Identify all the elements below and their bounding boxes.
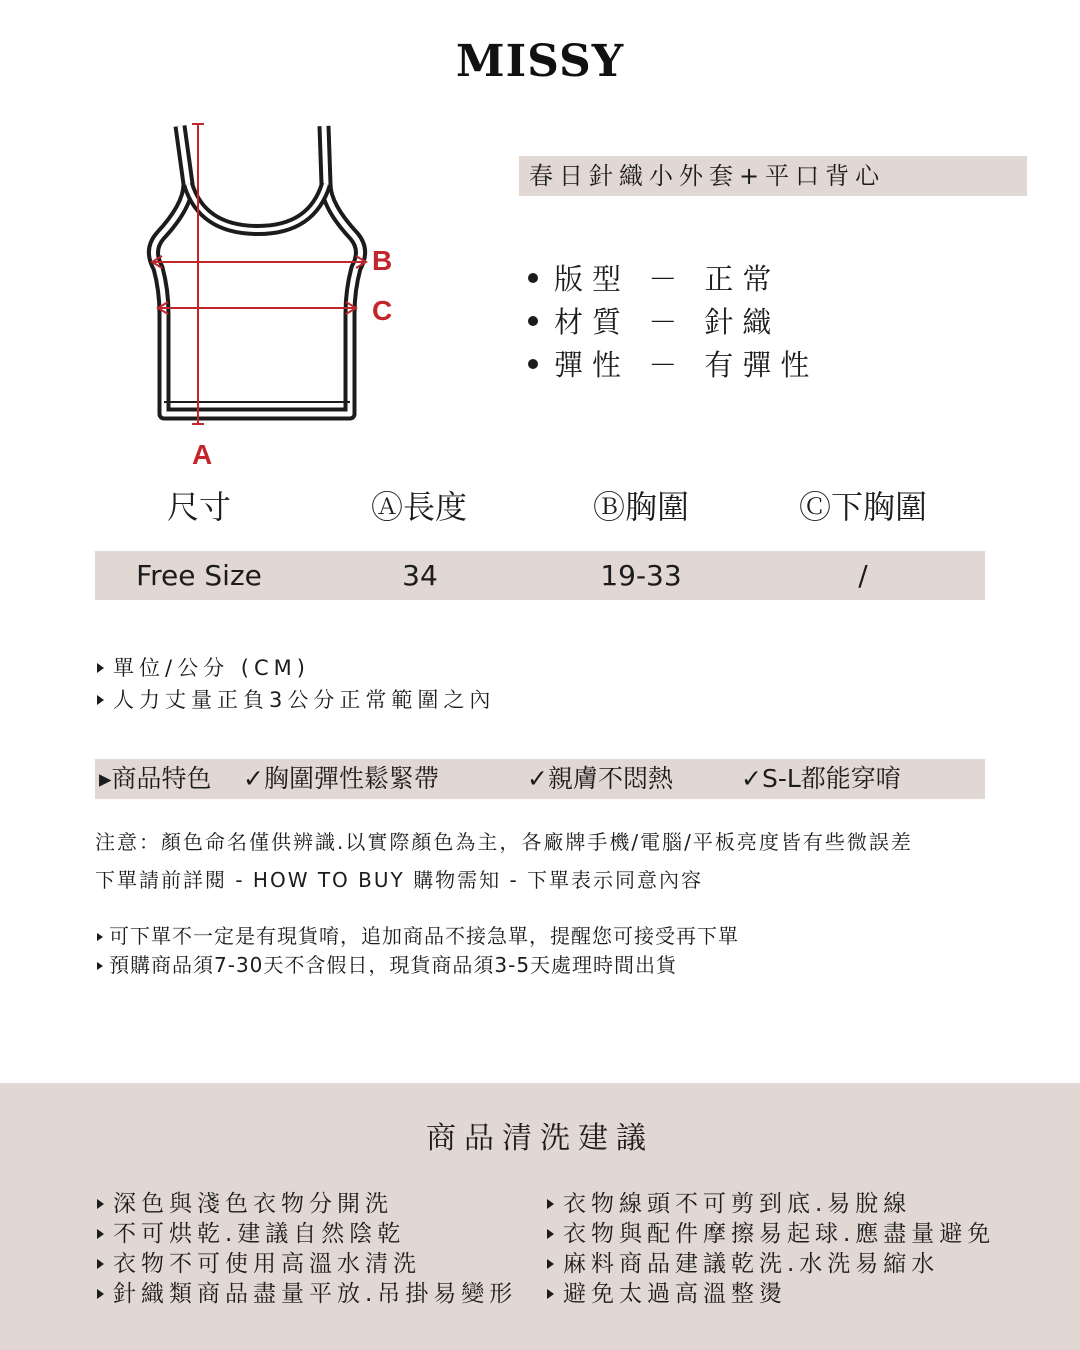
triangle-bullet-icon bbox=[547, 1229, 554, 1239]
spec-item: 版型 － 正常 bbox=[522, 258, 818, 301]
triangle-bullet-icon bbox=[97, 962, 103, 970]
list-item: 避免太過高溫整燙 bbox=[547, 1279, 995, 1309]
feature-item: ✓S-L都能穿唷 bbox=[741, 764, 901, 793]
triangle-bullet-icon bbox=[97, 695, 104, 705]
bullet-icon bbox=[528, 273, 538, 283]
triangle-bullet-icon bbox=[97, 1199, 104, 1209]
purchase-note: 下單請前詳閱 - HOW TO BUY 購物需知 - 下單表示同意內容 bbox=[95, 868, 704, 892]
spec-list bbox=[522, 258, 818, 387]
triangle-bullet-icon bbox=[547, 1289, 554, 1299]
cell-underbust: / bbox=[858, 559, 868, 592]
brand-logo: MISSY bbox=[455, 36, 625, 87]
feature-item: ✓胸圍彈性鬆緊帶 bbox=[243, 764, 439, 793]
triangle-bullet-icon bbox=[547, 1259, 554, 1269]
feature-label: ▸商品特色 bbox=[99, 764, 212, 793]
table-row bbox=[95, 551, 985, 600]
product-title: 春日針織小外套+平口背心 bbox=[519, 156, 1027, 196]
cell-chest: 19-33 bbox=[600, 559, 682, 592]
header-size: 尺寸 bbox=[166, 488, 231, 526]
triangle-bullet-icon bbox=[97, 1289, 104, 1299]
triangle-bullet-icon bbox=[97, 663, 104, 673]
wash-title: 商品清洗建議 bbox=[426, 1121, 654, 1156]
label-b: B bbox=[372, 245, 393, 276]
list-item: 麻料商品建議乾洗.水洗易縮水 bbox=[547, 1249, 995, 1279]
list-item: 可下單不一定是有現貨唷，追加商品不接急單，提醒您可接受再下單 bbox=[97, 922, 739, 951]
tank-top-diagram bbox=[140, 118, 420, 478]
feature-bar bbox=[95, 759, 985, 799]
wash-section bbox=[0, 1083, 1080, 1350]
list-item: 針織類商品盡量平放.吊掛易變形 bbox=[97, 1279, 517, 1309]
bullet-icon bbox=[528, 316, 538, 326]
header-underbust: Ⓒ下胸圍 bbox=[798, 488, 927, 526]
unit-notes bbox=[97, 652, 495, 716]
list-item: 人力丈量正負3公分正常範圍之內 bbox=[97, 684, 495, 716]
spec-item: 材質 － 針織 bbox=[522, 301, 818, 344]
list-item: 不可烘乾.建議自然陰乾 bbox=[97, 1219, 517, 1249]
header-chest: Ⓑ胸圍 bbox=[592, 488, 689, 526]
color-note: 注意：顏色命名僅供辨識.以實際顏色為主，各廠牌手機/電腦/平板亮度皆有些微誤差 bbox=[95, 830, 913, 854]
list-item: 衣物與配件摩擦易起球.應盡量避免 bbox=[547, 1219, 995, 1249]
cell-size: Free Size bbox=[136, 559, 262, 592]
bullet-icon bbox=[528, 359, 538, 369]
wash-list-left bbox=[97, 1189, 517, 1309]
list-item: 單位/公分 (CM) bbox=[97, 652, 495, 684]
list-item: 衣物線頭不可剪到底.易脫線 bbox=[547, 1189, 995, 1219]
cell-length: 34 bbox=[402, 559, 438, 592]
list-item: 預購商品須7-30天不含假日，現貨商品須3-5天處理時間出貨 bbox=[97, 951, 739, 980]
feature-item: ✓親膚不悶熱 bbox=[527, 764, 673, 793]
label-a: A bbox=[192, 439, 213, 470]
label-c: C bbox=[372, 295, 393, 326]
spec-item: 彈性 － 有彈性 bbox=[522, 344, 818, 387]
triangle-bullet-icon bbox=[97, 1229, 104, 1239]
triangle-bullet-icon bbox=[97, 933, 103, 941]
triangle-bullet-icon bbox=[547, 1199, 554, 1209]
list-item: 深色與淺色衣物分開洗 bbox=[97, 1189, 517, 1219]
neckline bbox=[188, 184, 326, 230]
wash-list-right bbox=[547, 1189, 995, 1309]
triangle-bullet-icon bbox=[97, 1259, 104, 1269]
header-length: Ⓐ長度 bbox=[370, 488, 467, 526]
list-item: 衣物不可使用高溫水清洗 bbox=[97, 1249, 517, 1279]
order-notes bbox=[97, 922, 739, 980]
